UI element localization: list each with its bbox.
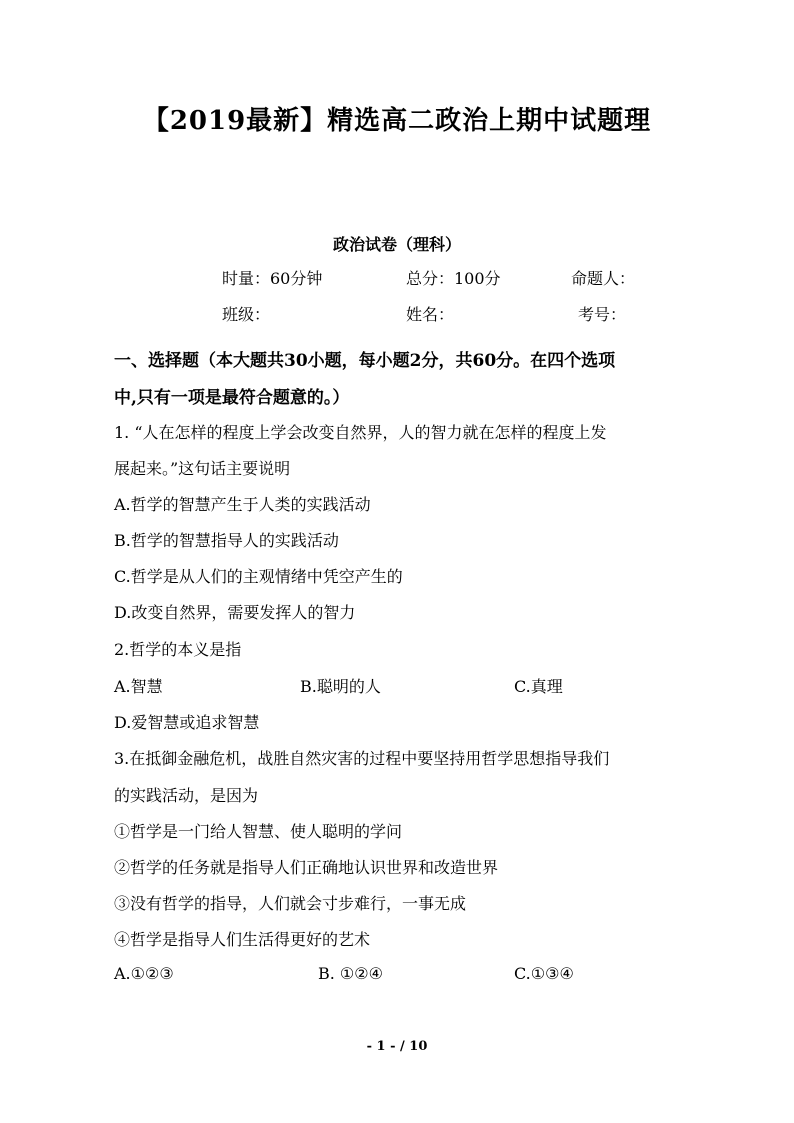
question-1-option-b: B.哲学的智慧指导人的实践活动: [114, 531, 339, 550]
exam-number-field: 考号：: [578, 305, 627, 324]
question-1-stem: 1. “人在怎样的程度上学会改变自然界，人的智力就在怎样的程度上发: [114, 423, 607, 442]
question-3-option-b: B. ①②④: [318, 964, 383, 983]
question-2-option-d: D.爱智慧或追求智慧: [114, 713, 260, 732]
question-3-option-c: C.①③④: [514, 964, 574, 983]
name-field: 姓名：: [406, 305, 455, 324]
question-2-option-a: A.智慧: [114, 677, 163, 696]
question-3-option-a: A.①②③: [114, 964, 174, 983]
page-number: - 1 - / 10: [366, 1039, 428, 1054]
question-3-stem-cont: 的实践活动，是因为: [114, 786, 259, 805]
question-2-option-b: B.聪明的人: [300, 677, 381, 696]
question-1-option-d: D.改变自然界，需要发挥人的智力: [114, 603, 356, 622]
question-2-stem: 2.哲学的本义是指: [114, 640, 242, 659]
section-heading: 一、选择题（本大题共30小题，每小题2分，共60分。在四个选项: [114, 351, 616, 371]
exam-title: 政治试卷（理科）: [332, 235, 461, 254]
question-3-statement-2: ②哲学的任务就是指导人们正确地认识世界和改造世界: [114, 858, 499, 877]
question-3-statement-1: ①哲学是一门给人智慧、使人聪明的学问: [114, 822, 403, 841]
question-3-stem: 3.在抵御金融危机，战胜自然灾害的过程中要坚持用哲学思想指导我们: [114, 749, 610, 768]
question-1-option-c: C.哲学是从人们的主观情绪中凭空产生的: [114, 567, 403, 586]
exam-time: 时量：60分钟: [222, 269, 323, 288]
document-title: 【2019最新】精选高二政治上期中试题理: [142, 106, 652, 136]
question-3-statement-4: ④哲学是指导人们生活得更好的艺术: [114, 930, 371, 949]
question-1-stem-cont: 展起来。”这句话主要说明: [114, 459, 291, 478]
question-1-option-a: A.哲学的智慧产生于人类的实践活动: [114, 495, 371, 514]
class-field: 班级：: [222, 305, 271, 324]
section-heading-cont: 中,只有一项是最符合题意的。）: [114, 388, 350, 408]
question-3-statement-3: ③没有哲学的指导，人们就会寸步难行，一事无成: [114, 894, 467, 913]
exam-author: 命题人：: [571, 269, 636, 288]
exam-total-score: 总分：100分: [406, 269, 501, 288]
question-2-option-c: C.真理: [514, 677, 563, 696]
